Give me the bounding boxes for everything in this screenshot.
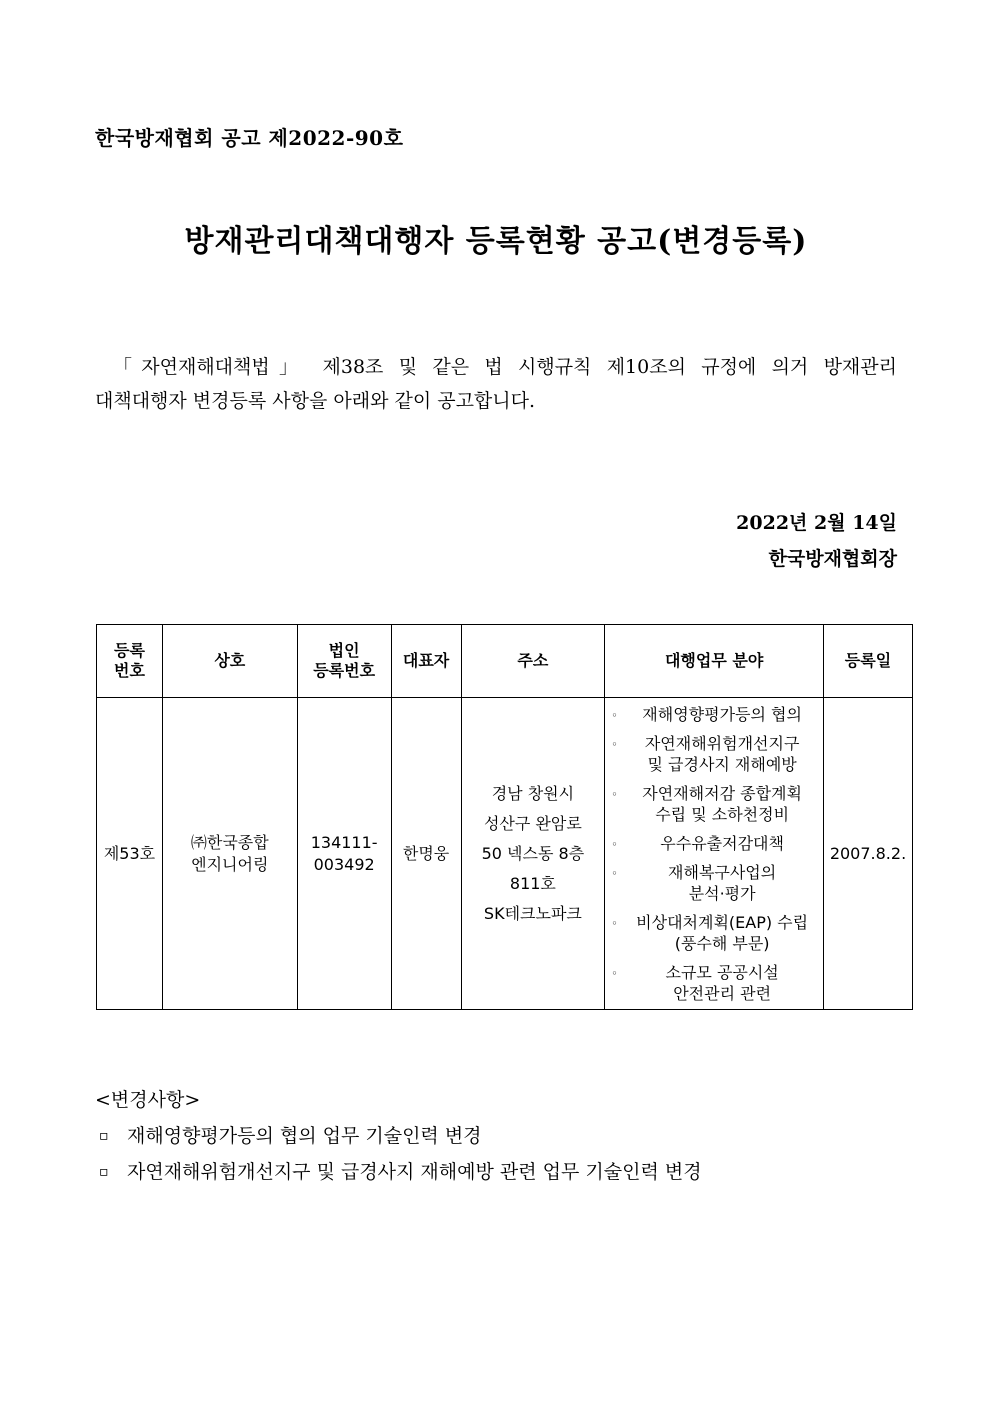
field-line: 수립 및 소하천정비 bbox=[655, 804, 790, 824]
header-corp-no bbox=[297, 625, 391, 698]
changes-section bbox=[95, 1082, 702, 1190]
field-line: 자연재해저감 종합계획 bbox=[642, 783, 802, 803]
company-line-2: 엔지니어링 bbox=[191, 854, 269, 874]
field-line: 재해영향평가등의 협의 bbox=[642, 704, 802, 724]
cell-reg-date: 2007.8.2. bbox=[823, 698, 912, 1010]
changes-title: <변경사항> bbox=[95, 1089, 201, 1111]
header-reg-no-line-2: 번호 bbox=[113, 661, 145, 680]
list-item bbox=[95, 1154, 702, 1190]
header-corp-no-line-2: 등록번호 bbox=[313, 661, 376, 680]
list-item bbox=[611, 833, 819, 854]
field-line: 재해복구사업의 bbox=[668, 862, 777, 882]
bullet-icon: ◦ bbox=[611, 916, 618, 930]
address-line: 경남 창원시 bbox=[491, 783, 575, 803]
field-line: 소규모 공공시설 bbox=[665, 962, 779, 982]
intro-paragraph bbox=[95, 350, 897, 418]
cell-representative: 한명웅 bbox=[391, 698, 461, 1010]
table-header-row bbox=[97, 625, 913, 698]
signature-block bbox=[736, 505, 897, 577]
bullet-icon: ◦ bbox=[611, 866, 618, 880]
list-item bbox=[611, 912, 819, 954]
field-line: 분석·평가 bbox=[688, 883, 756, 903]
change-text: 자연재해위험개선지구 및 급경사지 재해예방 관련 업무 기술인력 변경 bbox=[127, 1161, 702, 1183]
bullet-icon: ◦ bbox=[611, 837, 618, 851]
address-line: 811호 bbox=[509, 873, 556, 893]
cell-reg-no: 제53호 bbox=[97, 698, 163, 1010]
cell-field bbox=[605, 698, 824, 1010]
cell-corp-no bbox=[297, 698, 391, 1010]
field-line: 비상대처계획(EAP) 수립 bbox=[636, 912, 809, 932]
header-company: 상호 bbox=[162, 625, 297, 698]
corp-no-line-1: 134111- bbox=[310, 832, 378, 852]
header-corp-no-line-1: 법인 bbox=[328, 641, 360, 660]
field-line: 안전관리 관련 bbox=[673, 983, 772, 1003]
table-row bbox=[97, 698, 913, 1010]
bullet-icon: ◦ bbox=[611, 737, 618, 751]
list-item bbox=[611, 962, 819, 1004]
list-item bbox=[611, 704, 819, 725]
square-bullet-icon: ▫ bbox=[99, 1164, 109, 1180]
address-line: 성산구 완암로 bbox=[483, 813, 582, 833]
address-line: SK테크노파크 bbox=[483, 903, 582, 923]
header-reg-no bbox=[97, 625, 163, 698]
list-item bbox=[611, 733, 819, 775]
field-line: 및 급경사지 재해예방 bbox=[647, 754, 797, 774]
notice-number: 한국방재협회 공고 제2022-90호 bbox=[95, 126, 404, 150]
cell-address bbox=[461, 698, 605, 1010]
bullet-icon: ◦ bbox=[611, 787, 618, 801]
cell-company bbox=[162, 698, 297, 1010]
registration-table bbox=[96, 624, 913, 1010]
notice-date: 2022년 2월 14일 bbox=[736, 512, 897, 534]
corp-no-line-2: 003492 bbox=[313, 854, 375, 874]
list-item bbox=[611, 862, 819, 904]
header-reg-no-line-1: 등록 bbox=[113, 641, 145, 660]
list-item bbox=[95, 1118, 702, 1154]
square-bullet-icon: ▫ bbox=[99, 1128, 109, 1144]
issuer-name: 한국방재협회장 bbox=[768, 548, 897, 570]
field-line: 자연재해위험개선지구 bbox=[644, 733, 800, 753]
bullet-icon: ◦ bbox=[611, 966, 618, 980]
change-text: 재해영향평가등의 협의 업무 기술인력 변경 bbox=[127, 1125, 482, 1147]
company-line-1: ㈜한국종합 bbox=[190, 832, 269, 852]
field-line: (풍수해 부문) bbox=[674, 933, 770, 953]
header-field: 대행업무 분야 bbox=[605, 625, 824, 698]
header-representative: 대표자 bbox=[391, 625, 461, 698]
address-line: 50 넥스동 8층 bbox=[481, 843, 585, 863]
field-line: 우수유출저감대책 bbox=[660, 833, 784, 853]
intro-line-2: 대책대행자 변경등록 사항을 아래와 같이 공고합니다. bbox=[95, 390, 536, 412]
bullet-icon: ◦ bbox=[611, 708, 618, 722]
intro-line-1: 「자연재해대책법」 제38조 및 같은 법 시행규칙 제10조의 규정에 의거 방재관리 bbox=[113, 356, 897, 378]
field-list bbox=[605, 704, 823, 1004]
document-title: 방재관리대책대행자 등록현황 공고(변경등록) bbox=[184, 224, 808, 259]
header-address: 주소 bbox=[461, 625, 605, 698]
header-reg-date: 등록일 bbox=[823, 625, 912, 698]
list-item bbox=[611, 783, 819, 825]
